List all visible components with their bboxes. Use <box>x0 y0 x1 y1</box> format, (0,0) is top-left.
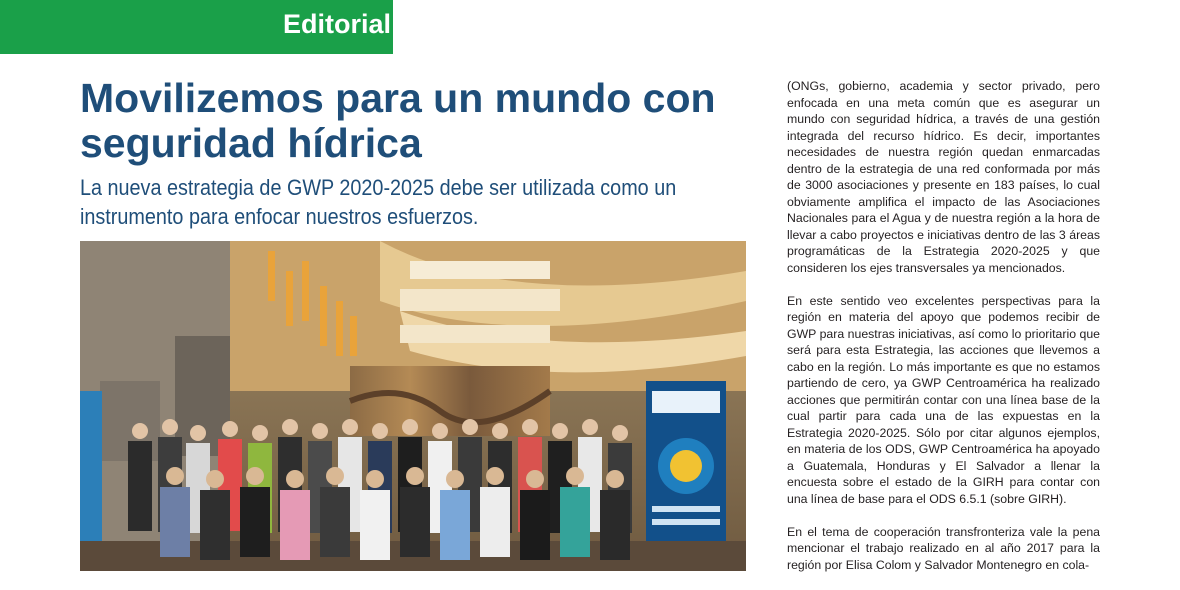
article-paragraph: En el tema de cooperación transfronteriza vale la pena mencionar el trabajo realizado en al año 2017 para la región por Elisa Colom y Salvador Montenegro en cola- <box>787 524 1100 572</box>
article-paragraph: (ONGs, gobierno, academia y sector privado, pero enfocada en una meta común que es asegurar un mundo con seguridad hídrica, a través de una gestión integrada del recurso hídrico. Es decir, importantes necesidades de nuestra región quedan enmarcadas dentro de la estrategia de una red conformada por más de 3000 asociaciones y presente en 183 países, lo cual obviamente amplifica el impacto de las Asociaciones Nacionales para el Agua y de nuestra región a la hora de llevar a cabo proyectos e iniciativas dentro de las 3 áreas programáticas de la Estrategia 2020-2025 y que consideren los ejes transversales ya mencionados. <box>787 79 1100 275</box>
group-photo <box>80 241 746 571</box>
article-body <box>787 78 1100 590</box>
section-tab <box>0 0 393 54</box>
article-paragraph: En este sentido veo excelentes perspectivas para la región en materia del apoyo que podemos recibir de GWP para nuestras iniciativas, así como lo prioritario que será para esta Estrategia, las acciones que llevemos a cabo en la región. Lo más importante es que no estamos partiendo de cero, ya GWP Centroamérica ha realizado acciones que permitirán contar con una línea base de la cual partir para cada una de las expuestas en la Estrategia 2020-2025. Sólo por citar algunos ejemplos, en materia de los ODS, GWP Centroamérica ha apoyado a Guatemala, Honduras y El Salvador a llenar la encuesta sobre el estado de la GIRH para contar con una línea de base para el ODS 6.5.1 (sobre GIRH). <box>787 293 1100 506</box>
article-subtitle: La nueva estrategia de GWP 2020-2025 debe ser utilizada como un instrumento para enfocar nuestros esfuerzos. <box>80 175 677 229</box>
article-title: Movilizemos para un mundo con seguridad hídrica <box>80 75 716 166</box>
section-label: Editorial <box>282 9 391 39</box>
